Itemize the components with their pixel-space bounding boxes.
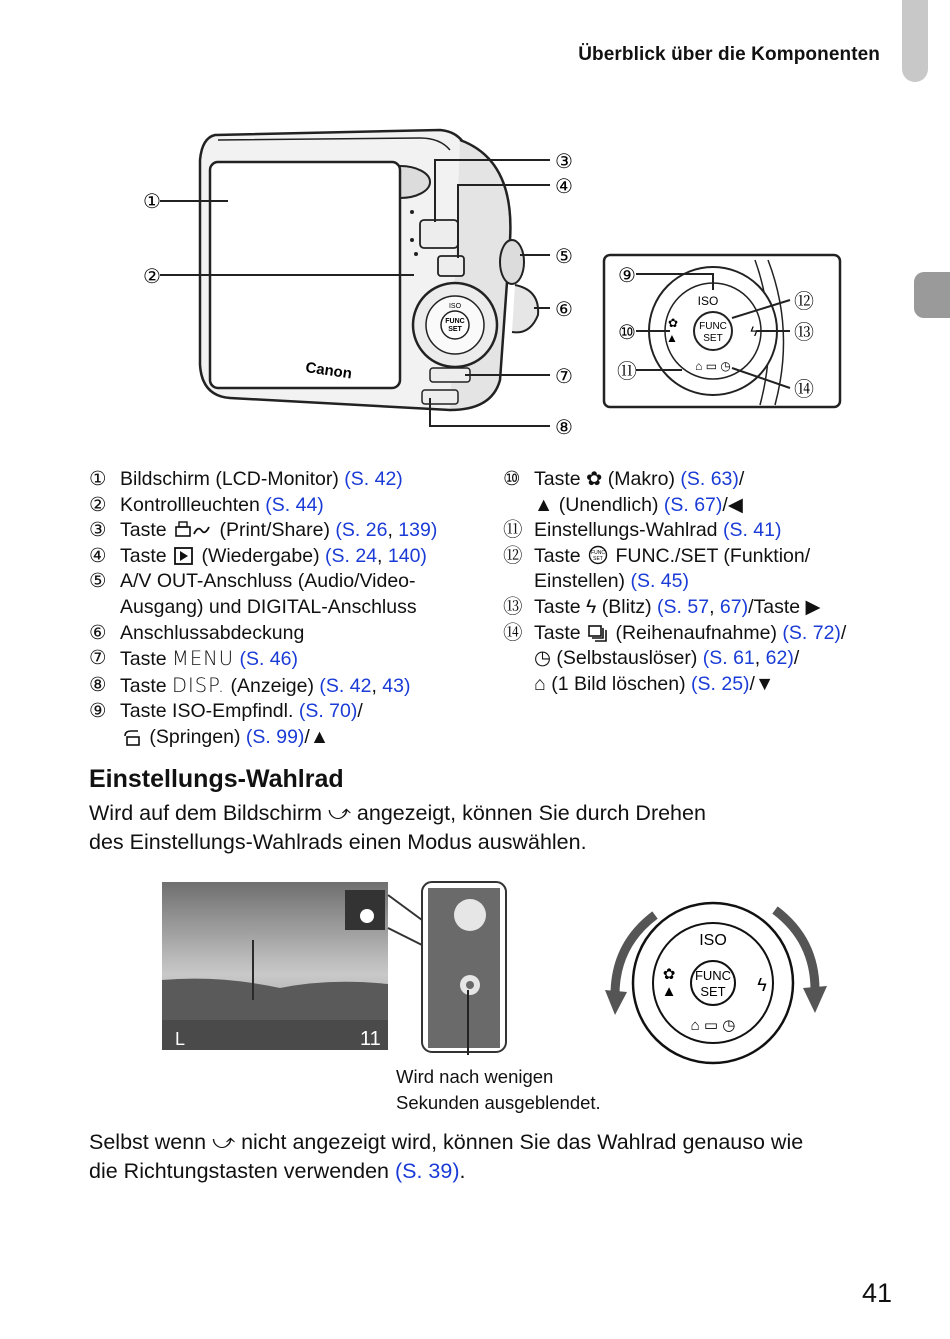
legend-item-5: ⑤ A/V OUT-Anschluss (Audio/Video- Ausgang) und DIGITAL-Anschluss [89, 570, 417, 618]
svg-text:▲: ▲ [666, 331, 678, 345]
control-dial-illustration [605, 900, 830, 1065]
figure-caption: Wird nach wenigen Sekunden ausgeblendet. [396, 1066, 601, 1113]
page-ref[interactable]: (S. 61 [702, 647, 755, 670]
page-ref[interactable]: 62) [765, 647, 794, 670]
section-paragraph-1: Wird auf dem Bildschirm ⤻ angezeigt, können Sie durch Drehen des Einstellungs-Wahlrads einen Modus auswählen. [89, 801, 706, 854]
page-ref[interactable]: (S. 24 [325, 544, 378, 567]
disp-keyword: DISP. [172, 673, 226, 697]
erase-icon: ⌂ [534, 672, 546, 695]
page-ref[interactable]: (S. 25) [691, 672, 750, 695]
svg-text:✿: ✿ [667, 316, 679, 330]
legend-item-4: ④ Taste (Wiedergabe) (S. 24, 140) [89, 544, 427, 567]
page-ref[interactable]: (S. 41) [722, 519, 782, 542]
page-ref[interactable]: (S. 26 [335, 519, 388, 542]
page-ref[interactable]: (S. 63) [680, 468, 739, 490]
svg-text:FUNC: FUNC [694, 968, 732, 983]
page-ref[interactable]: (S. 72) [782, 621, 841, 644]
svg-text:FUNC: FUNC [591, 549, 605, 556]
av-out-connector [500, 240, 524, 284]
legend-item-13: ⑬ Taste ϟ (Blitz) (S. 57, 67)/Taste ▶ [503, 595, 821, 618]
menu-keyword: MENU [172, 647, 235, 671]
svg-text:11: 11 [360, 1028, 381, 1050]
svg-text:ISO: ISO [699, 932, 727, 949]
legend-item-11: ⑪ Einstellungs-Wahlrad (S. 41) [503, 519, 782, 542]
legend-item-6: ⑥ Anschlussabdeckung [89, 621, 305, 644]
page-ref[interactable]: (S. 46) [239, 648, 298, 671]
svg-text:SET: SET [448, 326, 462, 333]
legend-item-14: ⑭ Taste (Reihenaufnahme) (S. 72)/ ◷ (Selbstauslöser) (S. 61, 62)/ ⌂ (1 Bild löschen) (S. 25)/▼ [503, 621, 847, 695]
down-arrow-icon: ▼ [754, 672, 775, 695]
print-share-button [420, 220, 458, 248]
control-dial-symbol-icon: ⤻ [212, 1130, 236, 1154]
section-paragraph-2: Selbst wenn ⤻ nicht angezeigt wird, können Sie das Wahlrad genauso wie die Richtungstasten verwenden (S. 39). [89, 1130, 804, 1183]
callout-8: ⑧ [555, 417, 573, 439]
control-dial-symbol-icon: ⤻ [327, 801, 351, 825]
callout-14: ⑭ [794, 379, 814, 401]
callout-2: ② [143, 266, 161, 288]
legend-item-8: ⑧ Taste DISP. (Anzeige) (S. 42, 43) [89, 673, 411, 697]
func-set-icon [588, 545, 608, 565]
page-header: Überblick über die Komponenten [578, 44, 880, 65]
playback-icon [174, 547, 194, 565]
svg-text:Canon: Canon [304, 359, 354, 383]
chapter-tab-top [902, 0, 928, 82]
callout-4: ④ [555, 176, 573, 198]
svg-text:ϟ: ϟ [750, 323, 758, 339]
page-ref[interactable]: 139) [398, 519, 438, 542]
callout-3: ③ [555, 151, 573, 173]
legend-item-3: ③ Taste (Print/Share) (S. 26, 139) [89, 519, 438, 542]
page-number: 41 [861, 1278, 892, 1308]
legend-item-9: ⑨ Taste ISO-Empfindl. (S. 70)/ (Springen) (S. 99)/▲ [89, 700, 363, 748]
callout-6: ⑥ [555, 299, 573, 321]
svg-text:L: L [175, 1029, 186, 1049]
svg-text:⌂ ▭ ◷: ⌂ ▭ ◷ [690, 1017, 736, 1034]
legend-item-12: ⑫ Taste FUNC SET FUNC./SET (Funktion/ Einstellen) (S. 45) [503, 544, 811, 593]
page-ref[interactable]: 140) [387, 544, 427, 567]
page-ref[interactable]: (S. 44) [265, 493, 324, 516]
continuous-shooting-icon [588, 624, 608, 642]
page-ref[interactable]: (S. 45) [630, 570, 689, 593]
flash-icon: ϟ [586, 595, 597, 618]
chapter-tab-side [914, 272, 950, 318]
svg-text:▲: ▲ [661, 983, 677, 1000]
callout-7: ⑦ [555, 366, 573, 388]
page-ref[interactable]: 67) [719, 595, 749, 618]
svg-text:SET: SET [700, 984, 726, 999]
callout-10: ⑩ [618, 322, 636, 344]
left-arrow-icon: ◀ [727, 493, 743, 516]
svg-text:SET: SET [703, 333, 723, 344]
svg-text:ϟ: ϟ [757, 975, 767, 995]
page-ref[interactable]: (S. 42 [319, 674, 372, 697]
svg-text:ISO: ISO [697, 294, 719, 308]
legend-item-10: ⑩ Taste ✿ (Makro) (S. 63)/ ▲ (Unendlich) (S. 67)/◀ [503, 468, 745, 516]
legend-item-7: ⑦ Taste MENU (S. 46) [89, 647, 298, 671]
page-ref[interactable]: (S. 42) [344, 468, 403, 490]
page-ref[interactable]: 43) [382, 674, 411, 697]
infinity-mountain-icon: ▲ [534, 493, 554, 516]
jump-icon [122, 728, 142, 746]
callout-5: ⑤ [555, 246, 573, 268]
menu-button [430, 368, 470, 382]
playback-button [438, 256, 464, 276]
up-arrow-icon: ▲ [309, 725, 330, 748]
print-share-icon [174, 521, 212, 539]
svg-text:SET: SET [593, 555, 603, 562]
svg-text:FUNC: FUNC [445, 318, 465, 325]
page-ref[interactable]: (S. 70) [298, 700, 358, 723]
callout-1: ① [143, 191, 161, 213]
macro-icon: ✿ [586, 468, 603, 490]
callout-12: ⑫ [794, 291, 814, 313]
camera-diagram [120, 120, 860, 440]
legend-right [503, 467, 903, 697]
legend-left [89, 467, 489, 751]
disp-button [422, 390, 458, 404]
svg-text:✿: ✿ [662, 966, 676, 983]
page-ref[interactable]: (S. 57 [657, 595, 710, 618]
page-ref[interactable]: (S. 39) [394, 1159, 460, 1183]
svg-text:FUNC: FUNC [699, 321, 727, 332]
page-ref[interactable]: (S. 99) [245, 725, 305, 748]
legend-item-1: ① Bildschirm (LCD-Monitor) (S. 42) [89, 468, 403, 490]
legend-item-2: ② Kontrollleuchten (S. 44) [89, 493, 324, 516]
svg-text:⌂ ▭ ◷: ⌂ ▭ ◷ [695, 359, 731, 373]
lcd-preview-illustration [160, 880, 510, 1055]
section-title: Einstellungs-Wahlrad [89, 765, 344, 793]
callout-11: ⑪ [617, 361, 637, 383]
callout-13: ⑬ [794, 322, 814, 344]
callout-9: ⑨ [618, 265, 636, 287]
self-timer-icon: ◷ [534, 647, 552, 670]
right-arrow-icon: ▶ [805, 595, 821, 618]
svg-text:ISO: ISO [448, 303, 462, 310]
page-ref[interactable]: (S. 67) [663, 493, 723, 516]
